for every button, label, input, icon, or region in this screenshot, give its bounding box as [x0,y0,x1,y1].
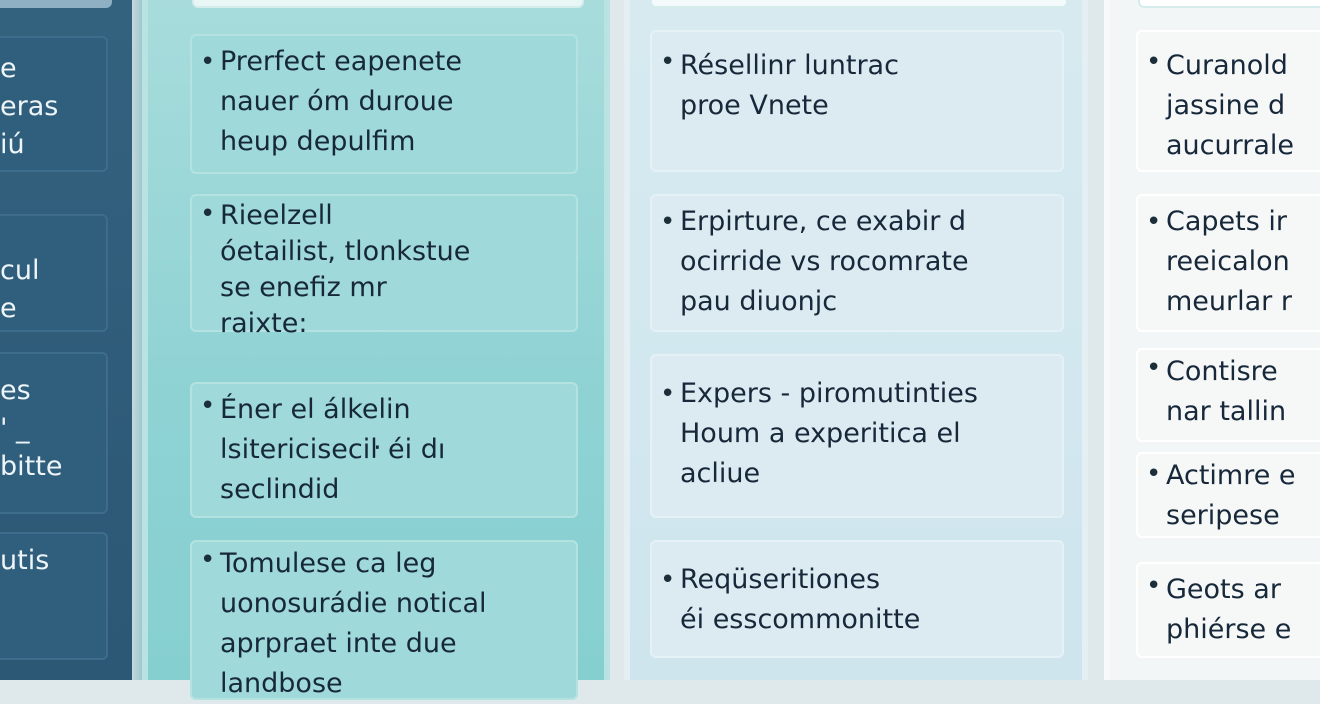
list-item-line: Houm a experitica el [680,418,961,449]
list-item-line: aucurrale [1166,130,1294,161]
list-item-line: Curanold [1166,50,1288,81]
list-item-line: Contisre [1166,356,1278,387]
list-item[interactable] [1136,562,1320,658]
list-item[interactable] [650,194,1064,332]
bullet-icon: • [660,207,676,237]
list-item-line: Reqüseritiones [680,564,881,595]
column-2 [624,0,1088,680]
list-item-line: óetailist, tlonkstue [220,236,471,267]
list-item-line: acliue [680,458,761,489]
sidebar-card-line: e [0,293,17,324]
bullet-icon: • [1146,459,1162,489]
list-item-line: nar tallin [1166,396,1287,427]
bullet-icon: • [200,47,216,77]
bullet-icon: • [660,379,676,409]
left-sidebar [0,0,132,680]
list-item[interactable] [190,382,578,518]
list-item[interactable] [650,540,1064,658]
list-item[interactable] [1136,452,1320,538]
list-item-line: seclindid [220,474,340,505]
bullet-icon: • [660,47,676,77]
sidebar-card-line: bitte [0,451,63,482]
list-item[interactable] [1136,30,1320,172]
column-divider [132,0,142,680]
bullet-icon: • [200,545,216,575]
sidebar-card-line: ' _ [0,413,30,444]
column-header-tab[interactable] [1138,0,1320,8]
list-item-line: Rieelzell [220,200,333,231]
sidebar-card-line: eras [0,91,59,122]
bullet-icon: • [1146,353,1162,383]
sidebar-card[interactable] [0,214,108,332]
list-item-line: meurlar r [1166,286,1292,317]
list-item-line: Résellinr luntrac [680,50,899,81]
list-item-line: seripese [1166,500,1280,531]
bullet-icon: • [660,565,676,595]
list-item-line: Prerfect eapenete [220,46,462,77]
sidebar-card-line: cul [0,255,40,286]
list-item-line: nauer óm duroue [220,86,454,117]
list-item-line: lsitericiseciŀ éi dı [220,434,446,465]
list-item-line: Capets ir [1166,206,1287,237]
sidebar-card[interactable] [0,36,108,172]
list-item-line: Actimre e [1166,460,1296,491]
sidebar-card-line: utis [0,545,50,576]
sidebar-card[interactable] [0,352,108,514]
sidebar-card-line: iú [0,129,25,160]
list-item-line: Geots ar [1166,574,1281,605]
sidebar-top-tab[interactable] [0,0,112,8]
list-item-line: reeicalon [1166,246,1290,277]
bullet-icon: • [1146,571,1162,601]
list-item-line: proe Vnete [680,90,829,121]
list-item-line: aprpraet inte due [220,628,457,659]
column-header-tab[interactable] [192,0,584,8]
list-item-line: jassine d [1166,90,1286,121]
list-item-line: Tomulese ca leg [220,548,437,579]
list-item-line: Expers - piromutinties [680,378,978,409]
list-item[interactable] [650,30,1064,172]
list-item-line: raixte: [220,308,308,339]
list-item-line: se enefiz mr [220,272,387,303]
list-item-line: heup depulfim [220,126,416,157]
list-item-line: uonosurádie notical [220,588,487,619]
sidebar-card-line: es [0,375,31,406]
bullet-icon: • [1146,47,1162,77]
sidebar-card[interactable] [0,532,108,660]
list-item-line: Erpirture, ce exabir d [680,206,967,237]
sidebar-card-line: e [0,53,17,84]
list-item[interactable] [190,34,578,174]
column-header-tab[interactable] [650,0,1068,8]
bullet-icon: • [1146,207,1162,237]
list-item[interactable] [190,540,578,700]
list-item-line: Éner el álkelin [220,394,411,425]
bullet-icon: • [200,199,216,229]
list-item[interactable] [650,354,1064,518]
list-item[interactable] [1136,194,1320,332]
list-item-line: pau diuonjc [680,286,838,317]
list-item-line: landbose [220,668,343,699]
list-item-line: phiérse e [1166,614,1292,645]
list-item[interactable] [190,194,578,339]
list-item-line: ocirride vs rocomrate [680,246,969,277]
list-item[interactable] [1136,348,1320,442]
column-1 [142,0,610,699]
bullet-icon: • [200,391,216,421]
column-3 [1104,0,1320,680]
list-item-line: éi esscommonitte [680,604,921,635]
